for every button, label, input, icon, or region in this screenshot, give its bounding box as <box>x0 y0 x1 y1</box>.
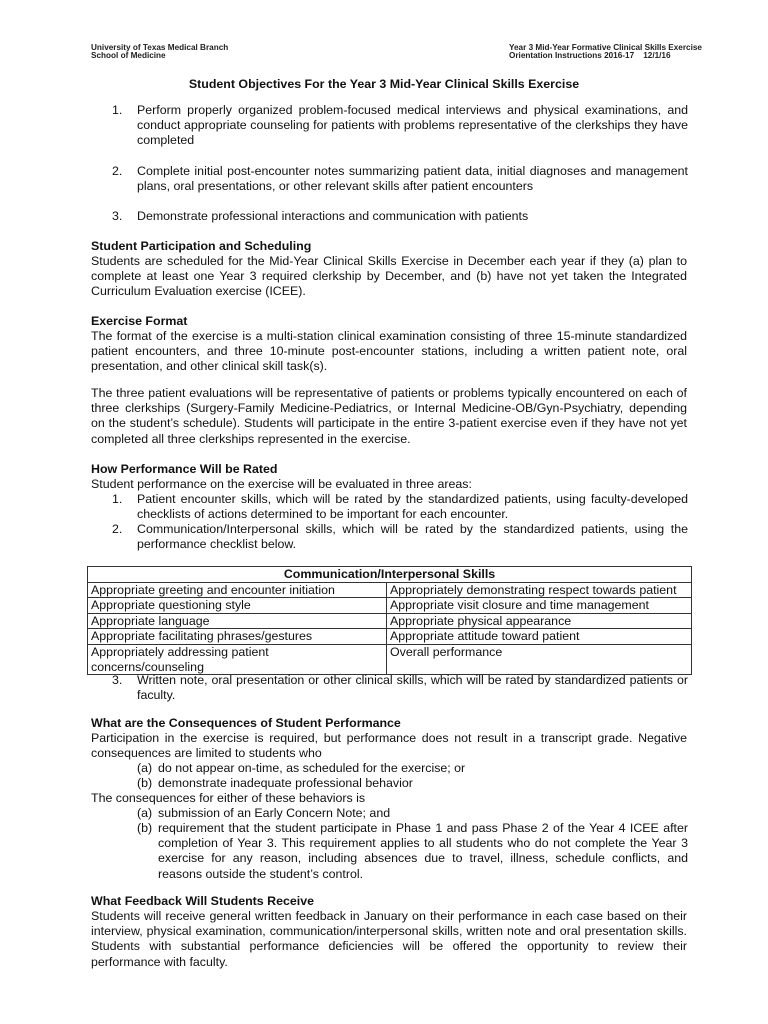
table-cell: Appropriate physical appearance <box>387 613 692 629</box>
participation-body: Students are scheduled for the Mid-Year Clinical Skills Exercise in December each year if they (a) plan to complete at least one Year 3 required clerkship by December, and (b) have not yet taken the Integrated Curriculum Evaluation exercise (ICEE). <box>91 254 687 299</box>
table-cell: Appropriate greeting and encounter initiation <box>88 582 387 598</box>
objective-number: 1. <box>112 103 123 117</box>
table-row <box>88 598 692 614</box>
header-school: School of Medicine <box>91 51 166 61</box>
consequence-label: (b) <box>137 821 153 835</box>
table-row <box>88 629 692 645</box>
rating-number: 2. <box>112 522 123 536</box>
table-cell: Overall performance <box>387 644 692 674</box>
table-row <box>88 644 692 674</box>
table-cell: Appropriate questioning style <box>88 598 387 614</box>
rating-text: Patient encounter skills, which will be rated by the standardized patients, using faculty-developed checklists of actions determined to be important for each encounter. <box>137 492 688 522</box>
format-body-2: The three patient evaluations will be representative of patients or problems typically encountered on each of three clerkships (Surgery-Family Medicine-Pediatrics, or Internal Medicine-OB/Gyn-Psychiatry, depending on the student’s schedule). Students will participate in the entire 3-patient exercise even if they have not yet completed all three clerkships represented in the exercise. <box>91 386 687 446</box>
table-row <box>88 582 692 598</box>
consequence-label: (b) <box>137 776 153 790</box>
header-left <box>91 44 228 61</box>
objective-text: Perform properly organized problem-focused medical interviews and physical examinations, and conduct appropriate counseling for patients with problems representative of the clerkships they have completed <box>137 103 688 148</box>
table-cell: Appropriate visit closure and time management <box>387 598 692 614</box>
table-header: Communication/Interpersonal Skills <box>88 567 692 583</box>
objective-text: Demonstrate professional interactions and communication with patients <box>137 209 529 223</box>
rating-heading: How Performance Will be Rated <box>91 462 278 476</box>
objective-number: 2. <box>112 164 123 178</box>
objective-number: 3. <box>112 209 123 223</box>
rating-number: 1. <box>112 492 123 506</box>
feedback-heading: What Feedback Will Students Receive <box>91 894 314 908</box>
header-exercise: Year 3 Mid-Year Formative Clinical Skills Exercise <box>509 43 702 52</box>
consequence-text: do not appear on-time, as scheduled for the exercise; or <box>158 761 466 775</box>
page-title: Student Objectives For the Year 3 Mid-Year Clinical Skills Exercise <box>188 77 580 91</box>
table-cell: Appropriately addressing patient concerns/counseling <box>88 644 387 674</box>
format-body-1: The format of the exercise is a multi-station clinical examination consisting of three 15-minute standardized patient encounters, and three 10-minute post-encounter stations, including a written patient note, oral presentation, and other clinical skill task(s). <box>91 329 687 374</box>
rating-text: Communication/Interpersonal skills, which will be rated by the standardized patients, using the performance checklist below. <box>137 522 688 552</box>
feedback-body: Students will receive general written feedback in January on their performance in each case based on their interview, physical examination, communication/interpersonal skills, written note and oral presentation skills. Students with substantial performance deficiencies will be offered the opportunity to review their performance with faculty. <box>91 909 687 969</box>
consequence-label: (a) <box>137 806 153 820</box>
consequence-label: (a) <box>137 761 153 775</box>
consequences-mid: The consequences for either of these behaviors is <box>91 791 366 805</box>
format-heading: Exercise Format <box>91 314 188 328</box>
table-cell: Appropriate language <box>88 613 387 629</box>
objective-text: Complete initial post-encounter notes summarizing patient data, initial diagnoses and management plans, oral presentations, or other relevant skills after patient encounters <box>137 164 688 194</box>
consequence-text: requirement that the student participate in Phase 1 and pass Phase 2 of the Year 4 ICEE after completion of Year 3. This requirement applies to all students who do not complete the Year 3 exercise for any reason, including absences due to travel, illness, schedule conflicts, and reasons outside the student’s control. <box>158 821 688 881</box>
header-institution: University of Texas Medical Branch <box>91 43 229 52</box>
consequences-heading: What are the Consequences of Student Performance <box>91 716 401 730</box>
participation-heading: Student Participation and Scheduling <box>91 239 312 253</box>
header-orientation: Orientation Instructions 2016-17 12/1/16 <box>509 51 671 61</box>
table-cell: Appropriately demonstrating respect towards patient <box>387 582 692 598</box>
table-header-row <box>88 567 692 583</box>
consequence-text: submission of an Early Concern Note; and <box>158 806 391 820</box>
consequences-body: Participation in the exercise is required, but performance does not result in a transcript grade. Negative consequences are limited to students who <box>91 731 687 761</box>
table-row <box>88 613 692 629</box>
rating-intro: Student performance on the exercise will be evaluated in three areas: <box>91 477 472 491</box>
rating-text: Written note, oral presentation or other clinical skills, which will be rated by standardized patients or faculty. <box>137 673 688 703</box>
header-right <box>509 44 702 61</box>
skills-table <box>87 566 692 675</box>
consequence-text: demonstrate inadequate professional behavior <box>158 776 413 790</box>
rating-number: 3. <box>112 673 123 687</box>
table-cell: Appropriate attitude toward patient <box>387 629 692 645</box>
table-cell: Appropriate facilitating phrases/gestures <box>88 629 387 645</box>
